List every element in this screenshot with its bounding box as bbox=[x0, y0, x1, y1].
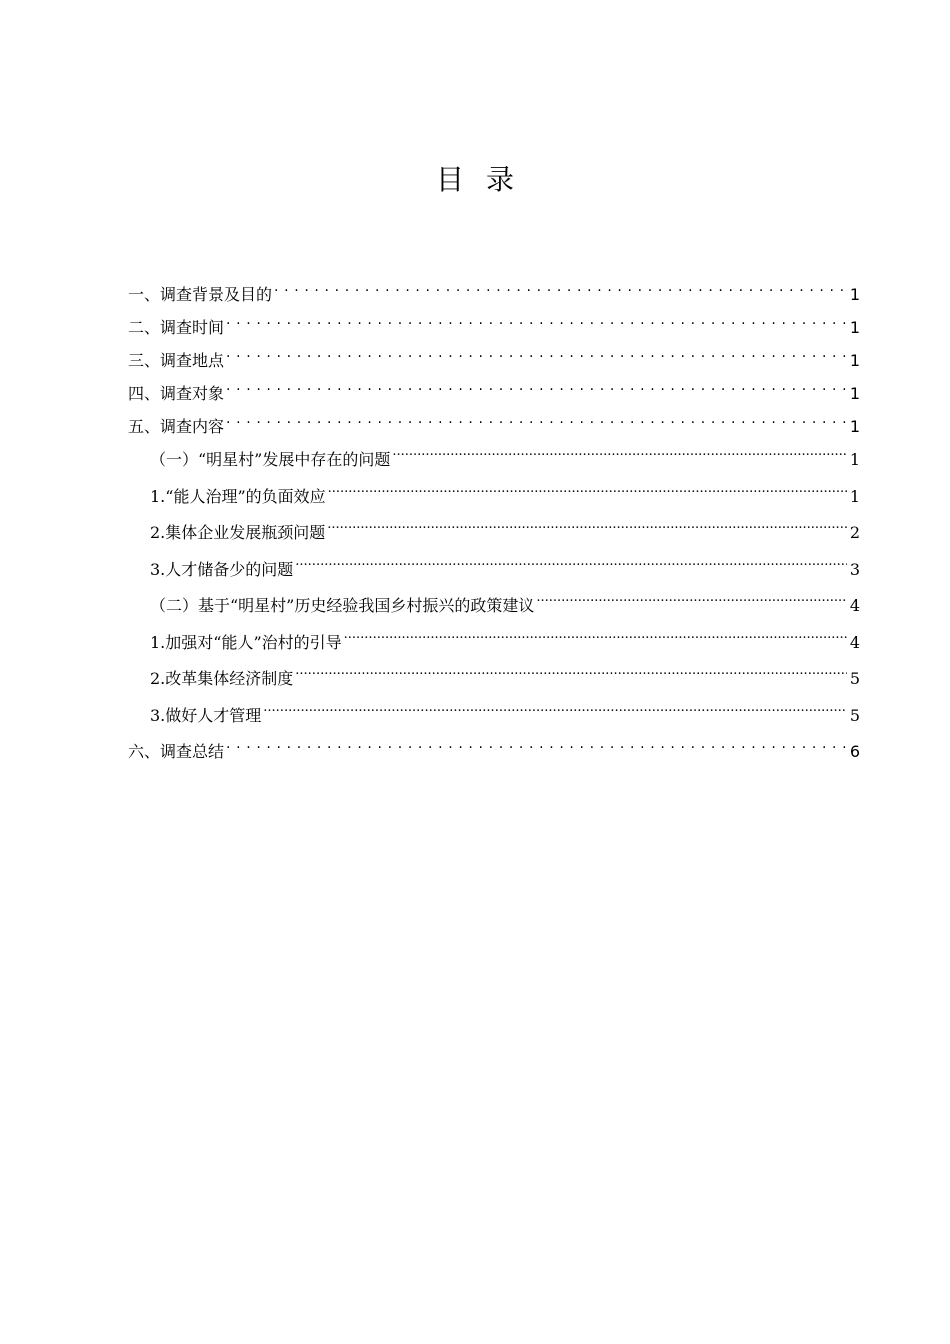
toc-subentry[interactable] bbox=[128, 666, 860, 703]
toc-entry-text: （一）“明星村”发展中存在的问题 bbox=[150, 450, 391, 469]
toc-entry[interactable] bbox=[128, 282, 860, 315]
toc-entry-text: 1.“能人治理”的负面效应 bbox=[150, 486, 326, 506]
toc-entry[interactable] bbox=[128, 739, 860, 772]
dot-leader bbox=[226, 317, 847, 333]
toc-entry-text: 四、调查对象 bbox=[128, 384, 225, 403]
toc-entry[interactable] bbox=[128, 315, 860, 348]
toc-entry-page: 2 bbox=[849, 523, 860, 542]
toc-subentry[interactable] bbox=[128, 520, 860, 557]
toc-subentry[interactable] bbox=[128, 557, 860, 594]
dot-leader bbox=[226, 416, 847, 432]
toc-entry-text: 3.人才储备少的问题 bbox=[150, 559, 294, 579]
toc-entry-page: 1 bbox=[849, 318, 860, 337]
toc-entry-page: 1 bbox=[849, 384, 860, 403]
table-of-contents bbox=[128, 282, 860, 772]
toc-entry-page: 5 bbox=[849, 705, 860, 725]
dot-leader bbox=[536, 595, 846, 611]
dot-leader bbox=[226, 383, 847, 399]
dot-leader bbox=[263, 705, 847, 721]
toc-entry-page: 5 bbox=[849, 669, 860, 688]
toc-entry-page: 1 bbox=[849, 417, 860, 436]
toc-subentry[interactable] bbox=[128, 447, 860, 484]
toc-entry-page: 6 bbox=[849, 742, 860, 761]
dot-leader bbox=[344, 632, 847, 648]
dot-leader bbox=[327, 522, 847, 538]
toc-entry[interactable] bbox=[128, 348, 860, 381]
toc-entry-text: 2.改革集体经济制度 bbox=[150, 669, 294, 688]
toc-entry-page: 1 bbox=[849, 450, 860, 469]
dot-leader bbox=[328, 486, 847, 502]
toc-entry[interactable] bbox=[128, 381, 860, 414]
dot-leader bbox=[274, 284, 847, 300]
toc-subentry[interactable] bbox=[128, 484, 860, 521]
toc-entry-page: 1 bbox=[849, 285, 860, 304]
toc-entry-page: 4 bbox=[849, 596, 860, 615]
toc-entry-text: 1.加强对“能人”治村的引导 bbox=[150, 632, 342, 652]
toc-entry-page: 1 bbox=[849, 351, 860, 370]
toc-entry-page: 1 bbox=[849, 486, 860, 506]
dot-leader bbox=[295, 668, 847, 684]
toc-entry-text: 3.做好人才管理 bbox=[150, 705, 262, 725]
toc-entry-page: 3 bbox=[849, 559, 860, 579]
toc-subentry[interactable] bbox=[128, 593, 860, 630]
toc-entry-text: 三、调查地点 bbox=[128, 351, 225, 370]
toc-entry-text: 一、调查背景及目的 bbox=[128, 285, 273, 304]
dot-leader bbox=[392, 449, 846, 465]
dot-leader bbox=[226, 741, 847, 757]
toc-entry-text: 二、调查时间 bbox=[128, 318, 225, 337]
page-title: 目录 bbox=[435, 163, 536, 196]
toc-entry[interactable] bbox=[128, 414, 860, 447]
toc-entry-text: 五、调查内容 bbox=[128, 417, 225, 436]
toc-entry-text: 六、调查总结 bbox=[128, 742, 225, 761]
dot-leader bbox=[226, 350, 847, 366]
toc-entry-page: 4 bbox=[849, 632, 860, 652]
toc-subentry[interactable] bbox=[128, 630, 860, 667]
dot-leader bbox=[295, 559, 847, 575]
toc-entry-text: （二）基于“明星村”历史经验我国乡村振兴的政策建议 bbox=[150, 596, 535, 615]
toc-entry-text: 2.集体企业发展瓶颈问题 bbox=[150, 523, 326, 542]
toc-subentry[interactable] bbox=[128, 703, 860, 740]
